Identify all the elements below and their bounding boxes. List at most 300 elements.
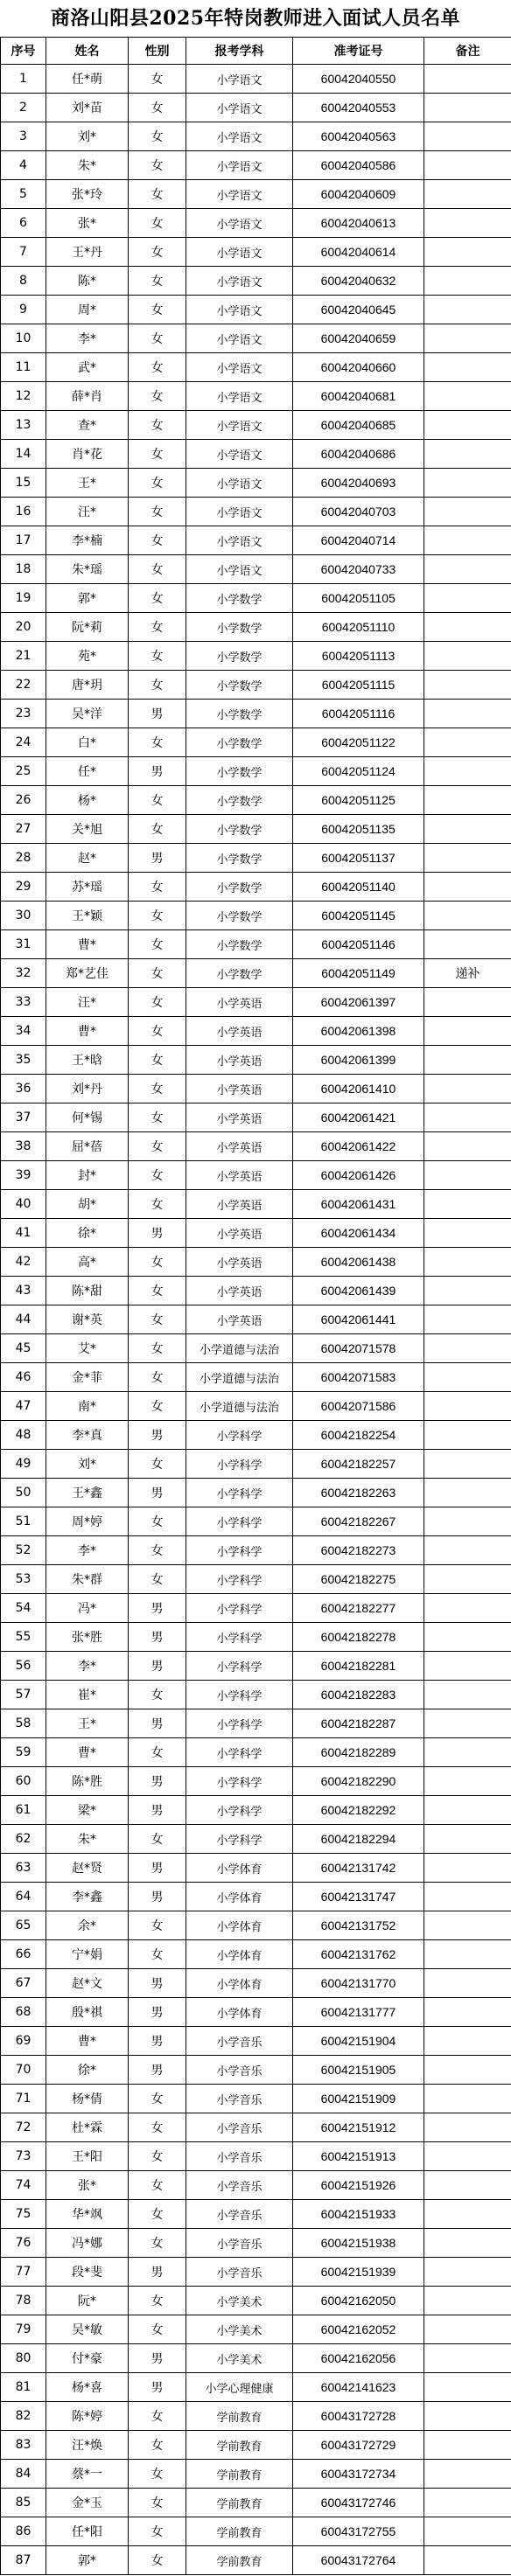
cell-subject: 小学语文 [186, 238, 293, 267]
table-row [1, 1738, 511, 1767]
cell-ticket: 60043172734 [293, 2460, 424, 2489]
cell-subject: 小学科学 [186, 1594, 293, 1623]
cell-remark [424, 1969, 511, 1998]
cell-remark [424, 1796, 511, 1825]
cell-remark: 递补 [424, 959, 511, 988]
cell-gender: 女 [129, 238, 186, 267]
cell-gender: 男 [129, 1969, 186, 1998]
cell-subject: 小学数学 [186, 959, 293, 988]
table-row [1, 988, 511, 1017]
cell-index: 80 [1, 2344, 46, 2373]
cell-gender: 女 [129, 1248, 186, 1277]
cell-ticket: 60042051135 [293, 815, 424, 844]
cell-name: 任*阳 [46, 2517, 129, 2546]
table-row [1, 296, 511, 324]
cell-name: 周* [46, 296, 129, 324]
cell-ticket: 60042051115 [293, 671, 424, 700]
cell-subject: 小学英语 [186, 1305, 293, 1334]
cell-ticket: 60042040733 [293, 555, 424, 584]
cell-name: 崔* [46, 1681, 129, 1709]
cell-gender: 男 [129, 1854, 186, 1883]
cell-ticket: 60042071586 [293, 1392, 424, 1421]
table-row [1, 1161, 511, 1190]
cell-ticket: 60042061426 [293, 1161, 424, 1190]
table-row [1, 1132, 511, 1161]
cell-name: 何*锡 [46, 1104, 129, 1132]
cell-name: 杜*霖 [46, 2113, 129, 2142]
cell-name: 王*鑫 [46, 1479, 129, 1507]
cell-remark [424, 2142, 511, 2171]
table-row [1, 1305, 511, 1334]
cell-subject: 小学语文 [186, 469, 293, 498]
cell-remark [424, 2171, 511, 2200]
cell-name: 李* [46, 324, 129, 353]
cell-remark [424, 988, 511, 1017]
cell-ticket: 60042040586 [293, 151, 424, 180]
cell-index: 26 [1, 786, 46, 815]
table-row [1, 94, 511, 122]
cell-name: 朱*瑶 [46, 555, 129, 584]
table-row [1, 959, 511, 988]
cell-name: 李* [46, 1536, 129, 1565]
cell-remark [424, 1594, 511, 1623]
cell-remark [424, 1450, 511, 1479]
cell-remark [424, 902, 511, 930]
cell-name: 阮* [46, 2287, 129, 2315]
cell-subject: 小学数学 [186, 844, 293, 873]
cell-ticket: 60042182289 [293, 1738, 424, 1767]
cell-remark [424, 728, 511, 757]
cell-gender: 女 [129, 2402, 186, 2431]
cell-index: 22 [1, 671, 46, 700]
cell-gender: 男 [129, 1883, 186, 1911]
cell-index: 73 [1, 2142, 46, 2171]
table-row [1, 1421, 511, 1450]
cell-gender: 女 [129, 671, 186, 700]
cell-subject: 小学美术 [186, 2287, 293, 2315]
cell-subject: 小学数学 [186, 584, 293, 613]
cell-ticket: 60043172746 [293, 2489, 424, 2517]
cell-remark [424, 1219, 511, 1248]
cell-index: 39 [1, 1161, 46, 1190]
cell-ticket: 60042182267 [293, 1507, 424, 1536]
cell-index: 15 [1, 469, 46, 498]
table-row [1, 757, 511, 786]
table-row [1, 1709, 511, 1738]
cell-remark [424, 2085, 511, 2113]
cell-remark [424, 555, 511, 584]
cell-remark [424, 1825, 511, 1854]
cell-subject: 小学语文 [186, 267, 293, 296]
cell-name: 殷*祺 [46, 1998, 129, 2027]
cell-remark [424, 873, 511, 902]
cell-name: 汪* [46, 988, 129, 1017]
cell-remark [424, 65, 511, 94]
cell-name: 苏*瑶 [46, 873, 129, 902]
cell-remark [424, 2200, 511, 2229]
cell-remark [424, 180, 511, 209]
cell-gender: 女 [129, 1911, 186, 1940]
cell-ticket: 60043172755 [293, 2517, 424, 2546]
cell-subject: 小学音乐 [186, 2056, 293, 2085]
cell-remark [424, 1190, 511, 1219]
cell-name: 白* [46, 728, 129, 757]
cell-ticket: 60042141623 [293, 2373, 424, 2402]
cell-subject: 学前教育 [186, 2546, 293, 2575]
header-name: 姓名 [46, 38, 129, 65]
cell-index: 7 [1, 238, 46, 267]
table-row [1, 1652, 511, 1681]
cell-remark [424, 2431, 511, 2460]
cell-index: 27 [1, 815, 46, 844]
table-row [1, 2171, 511, 2200]
cell-name: 李*鑫 [46, 1883, 129, 1911]
table-row [1, 2373, 511, 2402]
cell-remark [424, 1709, 511, 1738]
cell-name: 封* [46, 1161, 129, 1190]
cell-ticket: 60042182277 [293, 1594, 424, 1623]
table-row [1, 1767, 511, 1796]
cell-gender: 女 [129, 324, 186, 353]
cell-gender: 女 [129, 642, 186, 671]
cell-ticket: 60042151905 [293, 2056, 424, 2085]
cell-gender: 女 [129, 65, 186, 94]
cell-remark [424, 353, 511, 382]
cell-gender: 女 [129, 180, 186, 209]
cell-gender: 男 [129, 1652, 186, 1681]
cell-subject: 学前教育 [186, 2460, 293, 2489]
cell-remark [424, 1623, 511, 1652]
cell-ticket: 60042051113 [293, 642, 424, 671]
cell-index: 50 [1, 1479, 46, 1507]
cell-index: 66 [1, 1940, 46, 1969]
cell-ticket: 60042051105 [293, 584, 424, 613]
cell-index: 6 [1, 209, 46, 238]
cell-gender: 男 [129, 1998, 186, 2027]
cell-name: 李* [46, 1652, 129, 1681]
cell-name: 华*飒 [46, 2200, 129, 2229]
cell-ticket: 60042040613 [293, 209, 424, 238]
cell-ticket: 60042040686 [293, 440, 424, 469]
cell-gender: 女 [129, 353, 186, 382]
cell-subject: 小学数学 [186, 642, 293, 671]
cell-gender: 女 [129, 1104, 186, 1132]
cell-name: 张* [46, 2171, 129, 2200]
cell-ticket: 60042151912 [293, 2113, 424, 2142]
cell-gender: 女 [129, 2517, 186, 2546]
cell-index: 5 [1, 180, 46, 209]
cell-subject: 小学语文 [186, 180, 293, 209]
table-row [1, 1363, 511, 1392]
cell-ticket: 60042040693 [293, 469, 424, 498]
cell-ticket: 60042040563 [293, 122, 424, 151]
table-row [1, 2517, 511, 2546]
cell-subject: 小学语文 [186, 411, 293, 440]
cell-remark [424, 2402, 511, 2431]
cell-ticket: 60042061434 [293, 1219, 424, 1248]
cell-gender: 女 [129, 2113, 186, 2142]
cell-remark [424, 209, 511, 238]
cell-remark [424, 1998, 511, 2027]
table-row [1, 209, 511, 238]
cell-name: 王* [46, 469, 129, 498]
cell-subject: 小学科学 [186, 1421, 293, 1450]
cell-subject: 小学数学 [186, 873, 293, 902]
cell-gender: 女 [129, 296, 186, 324]
cell-ticket: 60042182292 [293, 1796, 424, 1825]
cell-ticket: 60042071583 [293, 1363, 424, 1392]
cell-subject: 小学英语 [186, 1017, 293, 1046]
cell-name: 刘* [46, 122, 129, 151]
cell-ticket: 60042182263 [293, 1479, 424, 1507]
cell-gender: 女 [129, 1565, 186, 1594]
table-row [1, 2287, 511, 2315]
cell-name: 付*豪 [46, 2344, 129, 2373]
cell-gender: 女 [129, 1825, 186, 1854]
cell-gender: 女 [129, 2085, 186, 2113]
cell-name: 陈*婷 [46, 2402, 129, 2431]
cell-subject: 小学英语 [186, 988, 293, 1017]
cell-ticket: 60042040714 [293, 526, 424, 555]
cell-name: 吴*敏 [46, 2315, 129, 2344]
cell-gender: 女 [129, 988, 186, 1017]
cell-subject: 小学语文 [186, 324, 293, 353]
cell-ticket: 60042131770 [293, 1969, 424, 1998]
cell-ticket: 60042040614 [293, 238, 424, 267]
table-row [1, 873, 511, 902]
table-row [1, 1479, 511, 1507]
cell-index: 32 [1, 959, 46, 988]
cell-gender: 男 [129, 844, 186, 873]
table-row [1, 1911, 511, 1940]
cell-gender: 女 [129, 2431, 186, 2460]
cell-remark [424, 122, 511, 151]
cell-index: 11 [1, 353, 46, 382]
cell-remark [424, 1075, 511, 1104]
cell-subject: 小学科学 [186, 1825, 293, 1854]
cell-subject: 小学音乐 [186, 2085, 293, 2113]
cell-ticket: 60042040645 [293, 296, 424, 324]
cell-remark [424, 2315, 511, 2344]
cell-index: 64 [1, 1883, 46, 1911]
cell-index: 61 [1, 1796, 46, 1825]
cell-index: 41 [1, 1219, 46, 1248]
cell-ticket: 60042151904 [293, 2027, 424, 2056]
table-row [1, 1998, 511, 2027]
cell-remark [424, 1161, 511, 1190]
cell-ticket: 60042051140 [293, 873, 424, 902]
cell-remark [424, 1334, 511, 1363]
cell-remark [424, 2113, 511, 2142]
cell-ticket: 60042051137 [293, 844, 424, 873]
cell-subject: 小学英语 [186, 1219, 293, 1248]
cell-gender: 女 [129, 469, 186, 498]
table-row [1, 1392, 511, 1421]
cell-subject: 小学语文 [186, 296, 293, 324]
cell-name: 陈* [46, 267, 129, 296]
cell-ticket: 60042051145 [293, 902, 424, 930]
cell-gender: 女 [129, 613, 186, 642]
cell-index: 2 [1, 94, 46, 122]
cell-index: 13 [1, 411, 46, 440]
cell-remark [424, 440, 511, 469]
document-title: 商洛山阳县2025年特岗教师进入面试人员名单 [50, 7, 461, 30]
cell-gender: 女 [129, 2315, 186, 2344]
cell-index: 17 [1, 526, 46, 555]
cell-index: 84 [1, 2460, 46, 2489]
cell-subject: 小学音乐 [186, 2027, 293, 2056]
cell-ticket: 60042151938 [293, 2229, 424, 2258]
table-row [1, 1104, 511, 1132]
cell-subject: 小学数学 [186, 786, 293, 815]
cell-name: 曹* [46, 1738, 129, 1767]
cell-gender: 女 [129, 151, 186, 180]
cell-remark [424, 1565, 511, 1594]
table-row [1, 1075, 511, 1104]
cell-subject: 小学音乐 [186, 2258, 293, 2287]
table-row [1, 526, 511, 555]
cell-remark [424, 1132, 511, 1161]
cell-gender: 女 [129, 2546, 186, 2575]
cell-ticket: 60042061397 [293, 988, 424, 1017]
table-body [1, 65, 511, 2575]
cell-remark [424, 930, 511, 959]
cell-index: 70 [1, 2056, 46, 2085]
cell-subject: 小学英语 [186, 1161, 293, 1190]
cell-index: 87 [1, 2546, 46, 2575]
cell-ticket: 60042151913 [293, 2142, 424, 2171]
cell-remark [424, 1248, 511, 1277]
cell-remark [424, 584, 511, 613]
cell-subject: 小学科学 [186, 1479, 293, 1507]
cell-subject: 小学数学 [186, 757, 293, 786]
cell-index: 33 [1, 988, 46, 1017]
cell-subject: 小学语文 [186, 94, 293, 122]
cell-name: 高* [46, 1248, 129, 1277]
cell-name: 朱* [46, 1825, 129, 1854]
table-row [1, 267, 511, 296]
cell-ticket: 60042162050 [293, 2287, 424, 2315]
cell-index: 16 [1, 498, 46, 526]
cell-gender: 女 [129, 1940, 186, 1969]
cell-subject: 小学语文 [186, 555, 293, 584]
table-row [1, 2229, 511, 2258]
cell-gender: 男 [129, 1767, 186, 1796]
cell-remark [424, 2258, 511, 2287]
cell-subject: 小学音乐 [186, 2200, 293, 2229]
cell-remark [424, 1681, 511, 1709]
cell-gender: 女 [129, 498, 186, 526]
table-row [1, 613, 511, 642]
cell-name: 徐* [46, 2056, 129, 2085]
cell-gender: 女 [129, 382, 186, 411]
cell-name: 余* [46, 1911, 129, 1940]
cell-subject: 小学科学 [186, 1536, 293, 1565]
cell-name: 陈*胜 [46, 1767, 129, 1796]
cell-gender: 女 [129, 1334, 186, 1363]
cell-index: 31 [1, 930, 46, 959]
cell-gender: 男 [129, 1479, 186, 1507]
cell-remark [424, 411, 511, 440]
cell-gender: 女 [129, 1392, 186, 1421]
cell-index: 18 [1, 555, 46, 584]
cell-subject: 小学语文 [186, 65, 293, 94]
cell-index: 20 [1, 613, 46, 642]
candidate-table [0, 37, 511, 2575]
cell-name: 屈*蓓 [46, 1132, 129, 1161]
cell-remark [424, 2546, 511, 2575]
cell-gender: 男 [129, 700, 186, 728]
cell-remark [424, 2344, 511, 2373]
cell-remark [424, 642, 511, 671]
cell-name: 肖*花 [46, 440, 129, 469]
cell-remark [424, 613, 511, 642]
cell-remark [424, 324, 511, 353]
cell-ticket: 60042051122 [293, 728, 424, 757]
table-row [1, 2085, 511, 2113]
cell-remark [424, 2287, 511, 2315]
cell-gender: 女 [129, 1681, 186, 1709]
cell-gender: 男 [129, 2344, 186, 2373]
cell-ticket: 60042051146 [293, 930, 424, 959]
cell-index: 77 [1, 2258, 46, 2287]
cell-subject: 小学语文 [186, 151, 293, 180]
cell-subject: 小学体育 [186, 1969, 293, 1998]
cell-remark [424, 1883, 511, 1911]
cell-subject: 小学道德与法治 [186, 1334, 293, 1363]
table-row [1, 671, 511, 700]
cell-remark [424, 238, 511, 267]
cell-index: 83 [1, 2431, 46, 2460]
cell-index: 55 [1, 1623, 46, 1652]
cell-ticket: 60042061422 [293, 1132, 424, 1161]
cell-index: 1 [1, 65, 46, 94]
table-row [1, 1190, 511, 1219]
cell-ticket: 60042040703 [293, 498, 424, 526]
cell-name: 王*丹 [46, 238, 129, 267]
cell-subject: 学前教育 [186, 2517, 293, 2546]
table-row [1, 1536, 511, 1565]
table-row [1, 1450, 511, 1479]
cell-index: 56 [1, 1652, 46, 1681]
cell-subject: 小学数学 [186, 671, 293, 700]
table-row [1, 1334, 511, 1363]
cell-name: 张*玲 [46, 180, 129, 209]
cell-name: 任*萌 [46, 65, 129, 94]
cell-gender: 女 [129, 584, 186, 613]
cell-ticket: 60042131752 [293, 1911, 424, 1940]
cell-gender: 男 [129, 1709, 186, 1738]
cell-ticket: 60042182283 [293, 1681, 424, 1709]
cell-remark [424, 382, 511, 411]
cell-name: 曹* [46, 930, 129, 959]
cell-subject: 小学体育 [186, 1911, 293, 1940]
cell-index: 65 [1, 1911, 46, 1940]
cell-ticket: 60042151926 [293, 2171, 424, 2200]
table-row [1, 1017, 511, 1046]
cell-index: 14 [1, 440, 46, 469]
cell-gender: 女 [129, 526, 186, 555]
table-row [1, 1219, 511, 1248]
cell-ticket: 60042040609 [293, 180, 424, 209]
cell-name: 徐* [46, 1219, 129, 1248]
cell-subject: 小学科学 [186, 1738, 293, 1767]
cell-name: 刘*苗 [46, 94, 129, 122]
cell-ticket: 60042182290 [293, 1767, 424, 1796]
cell-remark [424, 2460, 511, 2489]
cell-remark [424, 1940, 511, 1969]
cell-name: 查* [46, 411, 129, 440]
